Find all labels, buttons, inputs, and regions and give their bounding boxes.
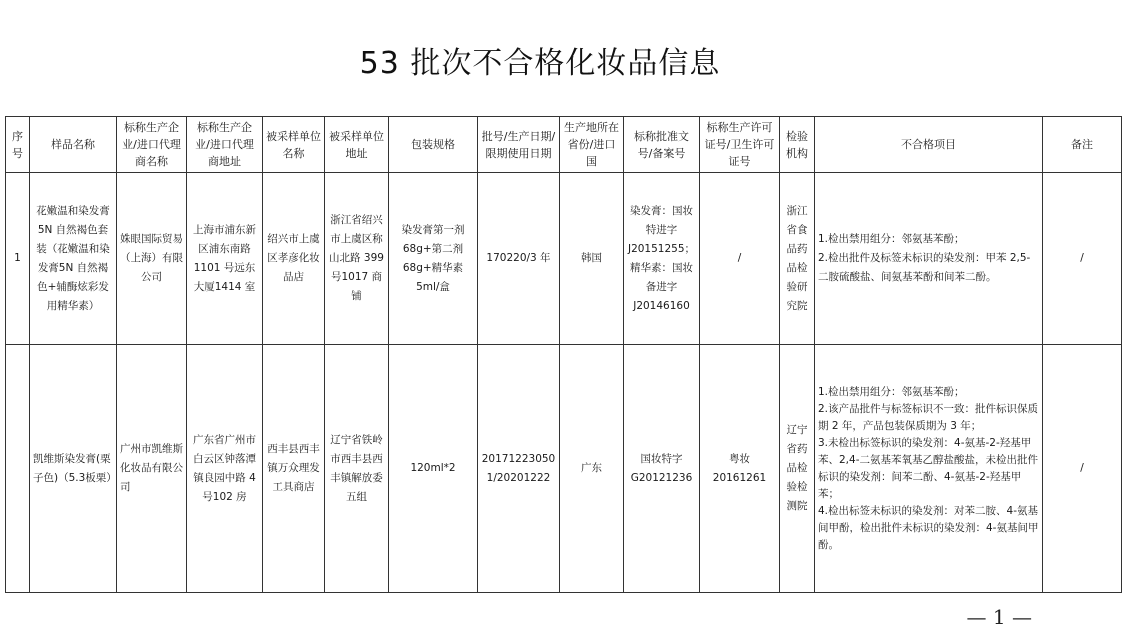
unqualified-cosmetics-table xyxy=(5,116,1122,593)
table-row xyxy=(6,345,1122,593)
failed-items: 1.检出禁用组分：邻氨基苯酚； 2.该产品批件与标签标识不一致：批件标识保质期 2 年，产品包装保质期为 3 年； 3.未检出标签标识的染发剂：4-氨基-2-羟基甲苯、2,4-二氨基苯氧基乙醇盐酸盐，未检出批件标识的染发剂：间苯二酚、4-氨基-2-羟基甲苯； 4.检出标签未标识的染发剂：对苯二胺、4-氨基间甲酚，检出批件未标识的染发剂：4-氨基间甲酚。 xyxy=(815,345,1043,593)
column-header: 被采样单位名称 xyxy=(263,117,325,173)
batch-number: 201712230501/20201222 xyxy=(478,345,560,593)
approval-number: 国妆特字G20121236 xyxy=(624,345,700,593)
package-spec: 染发膏第一剂 68g+第二剂 68g+精华素 5ml/盒 xyxy=(389,173,478,345)
table-row xyxy=(6,173,1122,345)
remark: / xyxy=(1043,345,1122,593)
column-header: 标称生产许可证号/卫生许可证号 xyxy=(700,117,780,173)
company-name: 广州市凯维斯化妆品有限公司 xyxy=(117,345,187,593)
column-header: 批号/生产日期/限期使用日期 xyxy=(478,117,560,173)
sampled-unit: 西丰县西丰镇万众理发工具商店 xyxy=(263,345,325,593)
column-header: 包装规格 xyxy=(389,117,478,173)
inspection-lab: 浙江省食品药品检验研究院 xyxy=(780,173,815,345)
sample-name: 凯维斯染发膏(栗子色)（5.3板栗） xyxy=(30,345,117,593)
column-header: 生产地所在省份/进口国 xyxy=(560,117,624,173)
package-spec: 120ml*2 xyxy=(389,345,478,593)
column-header: 标称生产企业/进口代理商名称 xyxy=(117,117,187,173)
company-name: 姝眼国际贸易（上海）有限公司 xyxy=(117,173,187,345)
inspection-lab: 辽宁省药品检验检测院 xyxy=(780,345,815,593)
column-header: 检验机构 xyxy=(780,117,815,173)
remark: / xyxy=(1043,173,1122,345)
column-header: 备注 xyxy=(1043,117,1122,173)
table-header-row xyxy=(6,117,1122,173)
column-header: 标称批准文号/备案号 xyxy=(624,117,700,173)
license-number: / xyxy=(700,173,780,345)
license-number: 粤妆20161261 xyxy=(700,345,780,593)
company-address: 上海市浦东新区浦东南路 1101 号远东大厦1414 室 xyxy=(187,173,263,345)
page-number: — 1 — xyxy=(966,605,1032,629)
column-header: 不合格项目 xyxy=(815,117,1043,173)
failed-items: 1.检出禁用组分：邻氨基苯酚； 2.检出批件及标签未标识的染发剂：甲苯 2,5-二胺硫酸盐、间氨基苯酚和间苯二酚。 xyxy=(815,173,1043,345)
row-number xyxy=(6,345,30,593)
sampled-address: 浙江省绍兴市上虞区称山北路 399 号1017 商铺 xyxy=(325,173,389,345)
sampled-unit: 绍兴市上虞区孝彦化妆品店 xyxy=(263,173,325,345)
company-address: 广东省广州市白云区钟落潭镇良园中路 4 号102 房 xyxy=(187,345,263,593)
column-header: 被采样单位地址 xyxy=(325,117,389,173)
origin: 广东 xyxy=(560,345,624,593)
row-number: 1 xyxy=(6,173,30,345)
page-title: 53 批次不合格化妆品信息 xyxy=(359,46,721,81)
column-header: 样品名称 xyxy=(30,117,117,173)
sample-name: 花嫩温和染发膏 5N 自然褐色套装（花嫩温和染发膏5N 自然褐色+辅酶炫彩发用精华素） xyxy=(30,173,117,345)
approval-number: 染发膏：国妆特进字J20151255；精华素：国妆备进字J20146160 xyxy=(624,173,700,345)
batch-number: 170220/3 年 xyxy=(478,173,560,345)
sampled-address: 辽宁省铁岭市西丰县西丰镇解放委五组 xyxy=(325,345,389,593)
origin: 韩国 xyxy=(560,173,624,345)
column-header: 标称生产企业/进口代理商地址 xyxy=(187,117,263,173)
column-header: 序号 xyxy=(6,117,30,173)
